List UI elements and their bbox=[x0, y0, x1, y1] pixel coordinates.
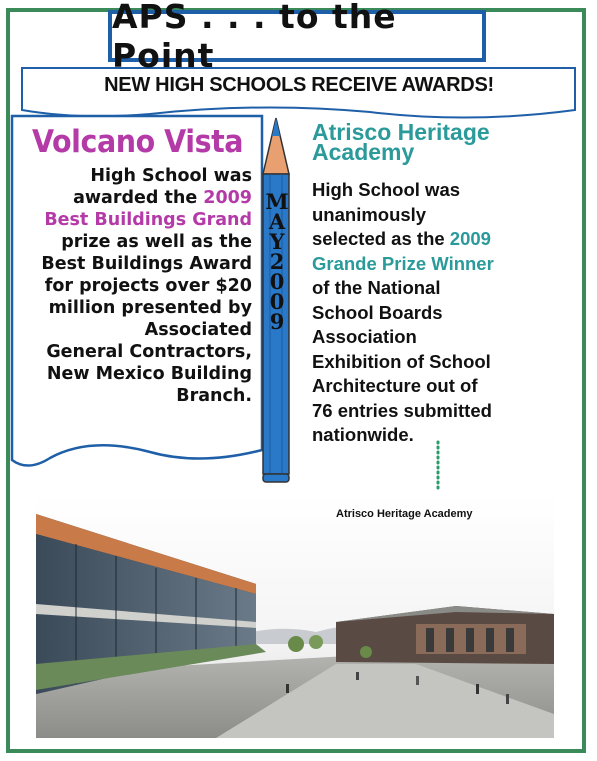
volcano-vista-body bbox=[20, 165, 252, 407]
left-line: Associated bbox=[144, 320, 252, 340]
date-letter: 0 bbox=[269, 269, 285, 294]
newsletter-title-box bbox=[108, 0, 486, 75]
headline: NEW HIGH SCHOOLS RECEIVE AWARDS! bbox=[104, 74, 494, 96]
left-highlight: 2009 bbox=[203, 188, 252, 208]
date-letter: 9 bbox=[269, 309, 285, 334]
volcano-vista-title: Volcano Vista bbox=[32, 124, 244, 160]
left-line: General Contractors, bbox=[46, 342, 252, 362]
atrisco-title-line: Academy bbox=[312, 139, 415, 165]
right-line: Architecture out of bbox=[312, 375, 478, 396]
dotted-connector bbox=[436, 440, 440, 490]
date-letter: 0 bbox=[269, 289, 285, 314]
right-line: nationwide. bbox=[312, 424, 414, 445]
left-line: for projects over $20 bbox=[44, 276, 252, 296]
right-line: Association bbox=[312, 326, 417, 347]
date-letter: 2 bbox=[269, 249, 285, 274]
atrisco-title bbox=[312, 119, 582, 165]
date-letter: A bbox=[268, 209, 286, 234]
atrisco-title-line: Atrisco Heritage bbox=[312, 119, 490, 145]
date-letter: M bbox=[265, 189, 289, 214]
left-line: million presented by bbox=[48, 298, 252, 318]
right-line: Exhibition of School bbox=[312, 350, 491, 372]
right-highlight: 2009 bbox=[449, 228, 491, 249]
left-line bbox=[20, 187, 252, 209]
right-line: unanimously bbox=[312, 203, 427, 225]
left-highlight-line: Best Buildings Grand bbox=[44, 210, 252, 230]
atrisco-body bbox=[312, 178, 582, 448]
date-letter: Y bbox=[269, 229, 285, 254]
left-line: Branch. bbox=[176, 386, 252, 406]
photo-caption: Atrisco Heritage Academy bbox=[336, 508, 473, 520]
pencil-date bbox=[262, 189, 292, 334]
right-line: 76 entries submitted bbox=[312, 399, 492, 421]
right-line-part: selected as the bbox=[312, 228, 450, 249]
left-line: New Mexico Building bbox=[46, 364, 252, 384]
left-line: Best Buildings Award bbox=[41, 254, 252, 274]
left-line: prize as well as the bbox=[61, 232, 252, 252]
right-line: High School was bbox=[312, 179, 461, 200]
right-highlight-line: Grande Prize Winner bbox=[312, 252, 494, 274]
newsletter-title: APS . . . to the Point bbox=[112, 0, 397, 75]
left-line: High School was bbox=[90, 166, 252, 186]
right-line: School Boards bbox=[312, 301, 443, 323]
atrisco-building-photo bbox=[36, 494, 554, 738]
right-line bbox=[312, 227, 582, 252]
left-line-part: awarded the bbox=[73, 188, 204, 208]
right-line: of the National bbox=[312, 277, 441, 298]
